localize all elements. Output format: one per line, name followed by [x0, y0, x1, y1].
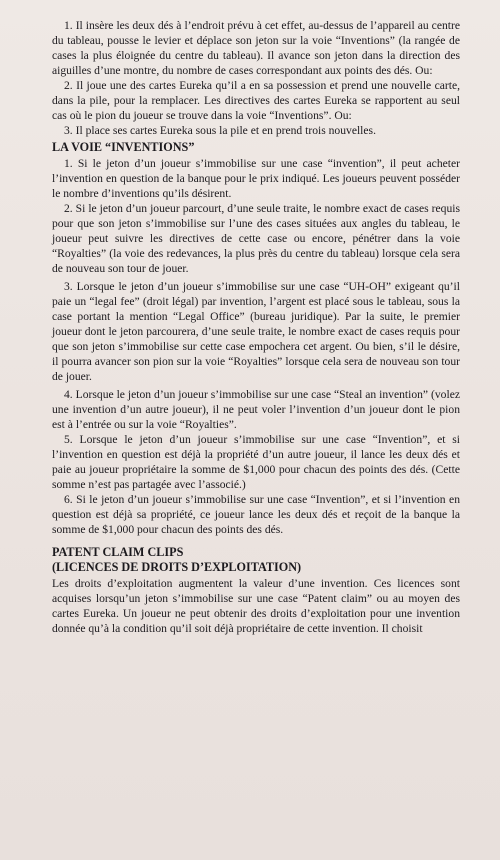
inventions-rule-1: 1. Si le jeton d’un joueur s’immobilise sur une case “invention”, il peut acheter l’invention en question de la banque pour le prix indiqué. Les joueurs peuvent posséder le nombre d’inventions qu’ils désirent.: [52, 157, 460, 200]
intro-item-1: 1. Il insère les deux dés à l’endroit prévu à cet effet, au-dessus de l’appareil au centre du tableau, pousse le levier et déplace son jeton sur la voie “Inventions” (la rangée de cases la plus éloignée du centre du tableau). Il avance son jeton dans la direction des aiguilles d’une montre, du nombre de cases correspondant aux points des dés. Ou:: [52, 19, 460, 77]
intro-item-2: 2. Il joue une des cartes Eureka qu’il a en sa possession et prend une nouvelle carte, dans la pile, pour la remplacer. Les directives des cartes Eureka se rapportent au seul cas où le pion du joueur se trouve dans la voie “Inventions”. Ou:: [52, 79, 460, 122]
inventions-rule-3: 3. Lorsque le jeton d’un joueur s’immobilise sur une case “UH-OH” exigeant qu’il paie un “legal fee” (droit légal) par invention, l’argent est placé sous le tableau, sous la case portant la mention “Legal Office” (bureau juridique). Par la suite, le premier joueur dont le jeton parcourera, d’une seule traite, le nombre exact de cases requis pour que son jeton s’immobilise sur cette case empochera cet argent. Ou bien, s’il le désire, il pourra avancer son pion sur la voie “Royalties” lorsque cela sera de nouveau son tour de jouer.: [52, 280, 460, 383]
patent-claim-body: Les droits d’exploitation augmentent la valeur d’une invention. Ces licences sont acquises lorsqu’un jeton s’immobilise sur une case “Patent claim” ou au moyen des cartes Eureka. Un joueur ne peut obtenir des droits d’exploitation pour une invention donnée qu’à la condition qu’il soit déjà propriétaire de cette invention. Il choisit: [52, 577, 460, 635]
inventions-rule-6: 6. Si le jeton d’un joueur s’immobilise sur une case “Invention”, et si l’invention en question est déjà sa propriété, ce joueur lance les deux dés et reçoit de la banque la somme de $1,000 pour chacun des points des dés.: [52, 493, 460, 536]
inventions-rule-4: 4. Lorsque le jeton d’un joueur s’immobilise sur une case “Steal an invention” (volez une invention d’un autre joueur), il ne peut voler l’invention d’un joueur dont le pion est à l’entrée ou sur la voie “Royalties”.: [52, 388, 460, 431]
intro-item-3: 3. Il place ses cartes Eureka sous la pile et en prend trois nouvelles.: [64, 124, 376, 137]
section-heading-inventions: LA VOIE “INVENTIONS”: [52, 140, 195, 154]
patent-heading-line-2: (LICENCES DE DROITS D’EXPLOITATION): [52, 560, 302, 574]
section-heading-patent-claim: [52, 545, 460, 575]
inventions-rule-5: 5. Lorsque le jeton d’un joueur s’immobilise sur une case “Invention”, et si l’invention en question est déjà la propriété d’un autre joueur, il lance les deux dés et paie au joueur propriétaire la somme de $1,000 pour chacun des points des dés. (Cette somme n’est pas partagée avec l’associé.): [52, 433, 460, 491]
inventions-rule-2: 2. Si le jeton d’un joueur parcourt, d’une seule traite, le nombre exact de cases requis pour que son jeton s’immobilise sur l’une des cases situées aux angles du tableau, le joueur peut suivre les directives de cette case ou encore, pénétrer dans la voie “Royalties” (la voie des redevances, la plus près du centre du tableau) lorsque cela sera de nouveau son tour de jouer.: [52, 202, 460, 275]
patent-heading-line-1: PATENT CLAIM CLIPS: [52, 545, 184, 559]
